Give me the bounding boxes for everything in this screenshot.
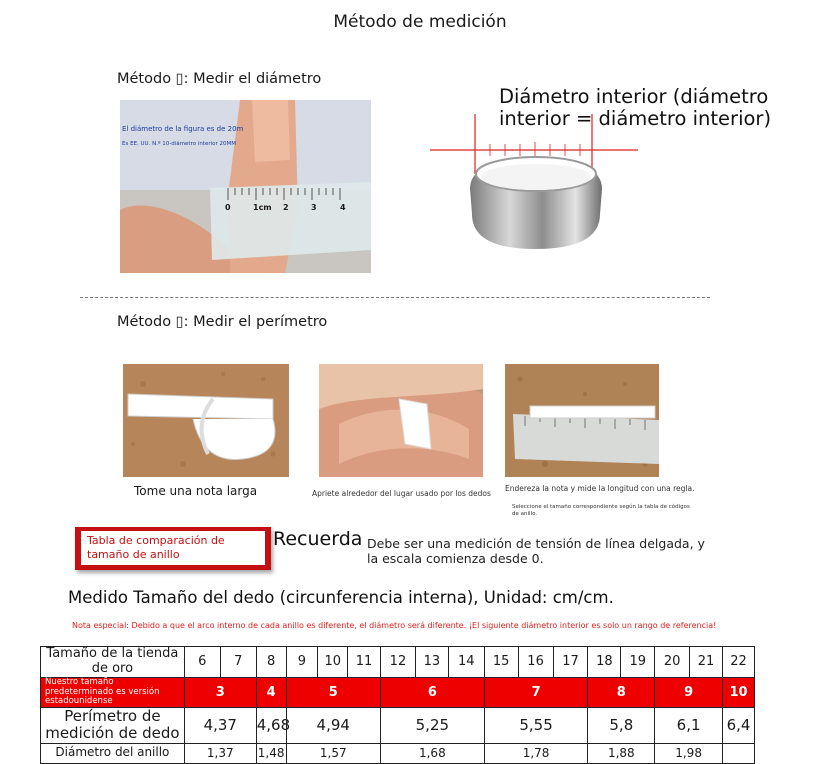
ruler-label-1: 1cm: [253, 203, 272, 212]
wrap-finger-photo: [319, 364, 483, 477]
remember-text: Debe ser una medición de tensión de línea delgada, y la escala comienza desde 0.: [367, 536, 705, 566]
ring-diagram: [430, 114, 640, 264]
method2-heading: Método ▯: Medir el perímetro: [117, 314, 328, 330]
section-divider: [80, 297, 710, 298]
caption-3-sub: Seleccione el tamaño correspondiente según la tabla de códigos de anillo.: [512, 504, 690, 517]
table-cell: 13: [415, 647, 448, 678]
caption-1: Tome una nota larga: [134, 484, 258, 498]
row-label-diameter: Diámetro del anillo: [41, 743, 185, 763]
table-cell: 16: [518, 647, 553, 678]
paper-strip-photo: [123, 364, 289, 477]
ring-diagram-text: Diámetro interior (diámetro interior = diámetro interior): [499, 85, 772, 130]
table-cell: 5,8: [588, 708, 655, 744]
table-cell: 19: [621, 647, 655, 678]
ruler-label-2: 2: [283, 203, 289, 212]
table-cell: 15: [484, 647, 518, 678]
table-cell: 8: [256, 647, 286, 678]
table-cell: 14: [448, 647, 484, 678]
remember-label: Recuerda: [273, 528, 363, 550]
table-cell: 4,37: [184, 708, 256, 744]
table-cell: 4,94: [286, 708, 380, 744]
banner-label-box: [81, 531, 265, 565]
table-cell: 5,55: [484, 708, 588, 744]
ruler-label-0: 0: [225, 203, 231, 212]
finger-ruler-photo: [120, 100, 371, 273]
table-cell: 1,48: [256, 743, 286, 763]
table-cell: 7: [484, 677, 588, 707]
table-cell: 9: [286, 647, 318, 678]
banner-label: Tabla de comparación de tamaño de anillo: [87, 534, 225, 561]
table-cell: 5,25: [380, 708, 484, 744]
row-label-us-size: Nuestro tamaño predeterminado es versión estadounidense: [41, 677, 185, 707]
comparison-banner: [75, 527, 271, 570]
table-cell: 6,1: [655, 708, 723, 744]
table-cell: 22: [722, 647, 754, 678]
table-cell: 5: [286, 677, 380, 707]
table-cell: [722, 743, 754, 763]
table-cell: 6,4: [722, 708, 754, 744]
table-row: [41, 708, 755, 744]
table-cell: 10: [722, 677, 754, 707]
table-cell: 20: [655, 647, 690, 678]
special-note: Nota especial: Debido a que el arco interno de cada anillo es diferente, el diámetro será diferente. ¡El siguiente diámetro interior es solo un rango de referencia!: [72, 621, 717, 630]
table-cell: 3: [184, 677, 256, 707]
table-cell: 4,68: [256, 708, 286, 744]
table-cell: 11: [348, 647, 381, 678]
row-label-perimeter: Perímetro de medición de dedo: [41, 708, 185, 744]
photo-text-2: Es EE. UU. N.º 10-diámetro interior 20MM: [122, 141, 237, 147]
page-title: Método de medición: [333, 12, 507, 32]
table-cell: 6: [184, 647, 220, 678]
table-cell: 9: [655, 677, 723, 707]
caption-2: Apriete alrededor del lugar usado por los dedos: [312, 489, 491, 498]
table-row: [41, 743, 755, 763]
table-cell: 1,78: [484, 743, 588, 763]
table-cell: 1,37: [184, 743, 256, 763]
measure-title: Medido Tamaño del dedo (circunferencia interna), Unidad: cm/cm.: [68, 588, 614, 607]
table-row: [41, 647, 755, 678]
table-cell: 10: [318, 647, 348, 678]
table-cell: 4: [256, 677, 286, 707]
table-cell: 17: [553, 647, 588, 678]
photo-text-1: El diámetro de la figura es de 20m: [122, 125, 244, 133]
method1-heading: Método ▯: Medir el diámetro: [117, 71, 322, 87]
table-cell: 1,88: [588, 743, 655, 763]
table-cell: 1,57: [286, 743, 380, 763]
table-row: [41, 677, 755, 707]
caption-3: Endereza la nota y mide la longitud con una regla.: [505, 484, 695, 493]
table-cell: 12: [380, 647, 415, 678]
ruler-measure-photo: [505, 364, 659, 477]
table-cell: 1,68: [380, 743, 484, 763]
row-label-store-size: Tamaño de la tienda de oro: [41, 647, 185, 678]
table-cell: 8: [588, 677, 655, 707]
ruler-label-3: 3: [311, 203, 317, 212]
table-cell: 7: [220, 647, 256, 678]
size-table: [40, 646, 755, 764]
table-cell: 6: [380, 677, 484, 707]
table-cell: 21: [690, 647, 723, 678]
ruler-label-4: 4: [340, 203, 346, 212]
table-cell: 1,98: [655, 743, 723, 763]
table-cell: 18: [588, 647, 621, 678]
